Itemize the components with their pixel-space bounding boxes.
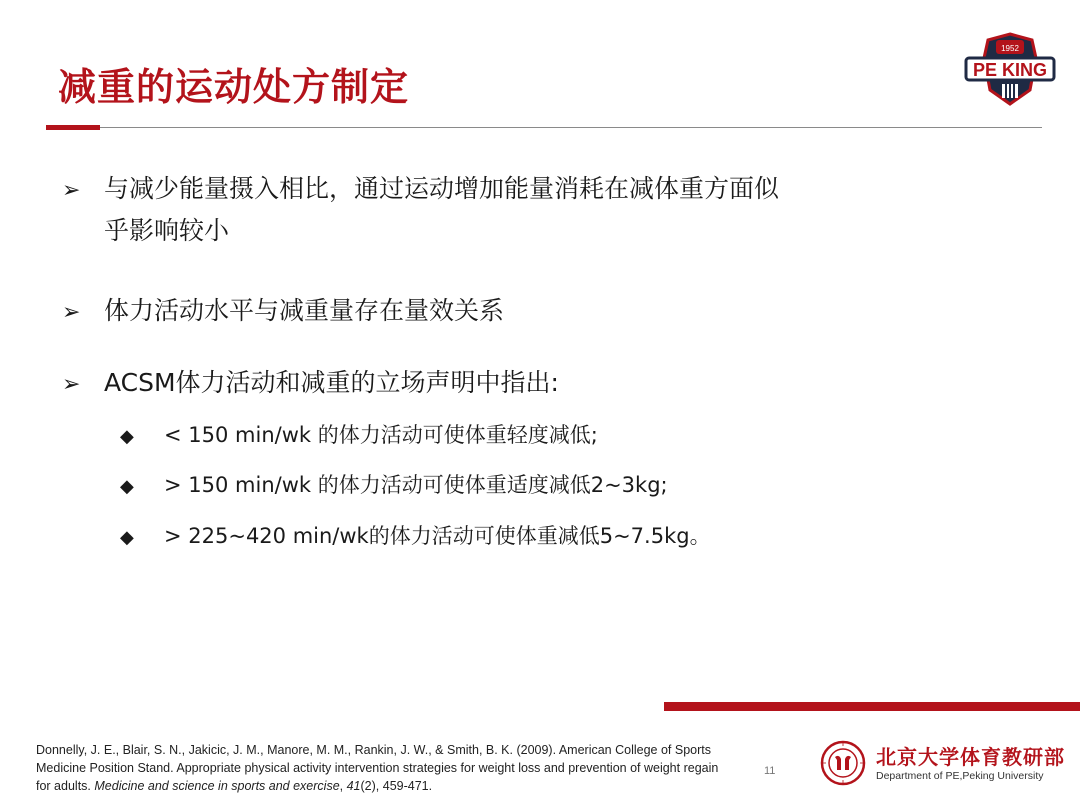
title-accent-bar	[46, 125, 100, 130]
department-name-cn: 北京大学体育教研部	[876, 745, 1065, 769]
arrow-bullet-icon: ➢	[62, 300, 81, 325]
sub-bullet-item	[120, 519, 711, 555]
bullet-text: ACSM体力活动和减重的立场声明中指出:	[104, 368, 559, 397]
sub-bullet-text: > 150 min/wk 的体力活动可使体重适度减低2~3kg;	[164, 473, 668, 497]
pe-king-logo	[962, 30, 1058, 110]
diamond-bullet-icon: ◆	[120, 426, 134, 447]
reference-citation: Donnelly, J. E., Blair, S. N., Jakicic, J. M., Manore, M. M., Rankin, J. W., & Smith, B. K. (2009). American College of Sports Medicine Position Stand. Appropriate physical activity intervention strategies for weight loss and prevention of weight regain for adults. Medicine and science in sports and exercise, 41(2), 459-471.	[36, 743, 719, 793]
logo-text: PE KING	[972, 60, 1048, 80]
slide-title: 减重的运动处方制定	[58, 65, 410, 109]
bullet-item	[62, 290, 924, 334]
logo-year: 1952	[1001, 44, 1019, 53]
bullet-item	[62, 168, 924, 252]
university-seal-icon	[820, 740, 866, 786]
sub-bullet-text: > 225~420 min/wk的体力活动可使体重减低5~7.5kg。	[164, 524, 711, 548]
reference-journal: Medicine and science in sports and exercise	[94, 779, 340, 793]
page-number: 11	[764, 765, 776, 777]
bullet-item	[62, 362, 924, 406]
arrow-bullet-icon: ➢	[62, 178, 81, 203]
sub-bullet-item	[120, 468, 668, 504]
diamond-bullet-icon: ◆	[120, 527, 134, 548]
sub-bullet-item	[120, 418, 598, 454]
reference-authors: Donnelly, J. E., Blair, S. N., Jakicic, J. M., Manore, M. M., Rankin, J. W., & Smith, B. K. (2009). American College of Sports Medicine Position Stand. Appropriate physical activity intervention strategies for weight loss and prevention of weight regain for adults.	[36, 743, 719, 793]
bullet-text: 与减少能量摄入相比，通过运动增加能量消耗在减体重方面似	[104, 174, 780, 203]
footer-accent-bar	[664, 702, 1080, 711]
department-name-en: Department of PE,Peking University	[876, 770, 1044, 782]
title-divider	[46, 127, 1042, 128]
reference-volume: 41	[346, 779, 361, 793]
diamond-bullet-icon: ◆	[120, 476, 134, 497]
reference-issue-pages: (2), 459-471.	[360, 779, 433, 793]
arrow-bullet-icon: ➢	[62, 372, 81, 397]
bullet-text: 体力活动水平与减重量存在量效关系	[104, 296, 505, 325]
sub-bullet-text: < 150 min/wk 的体力活动可使体重轻度减低;	[164, 423, 598, 447]
bullet-text-continued: 乎影响较小	[104, 216, 230, 245]
